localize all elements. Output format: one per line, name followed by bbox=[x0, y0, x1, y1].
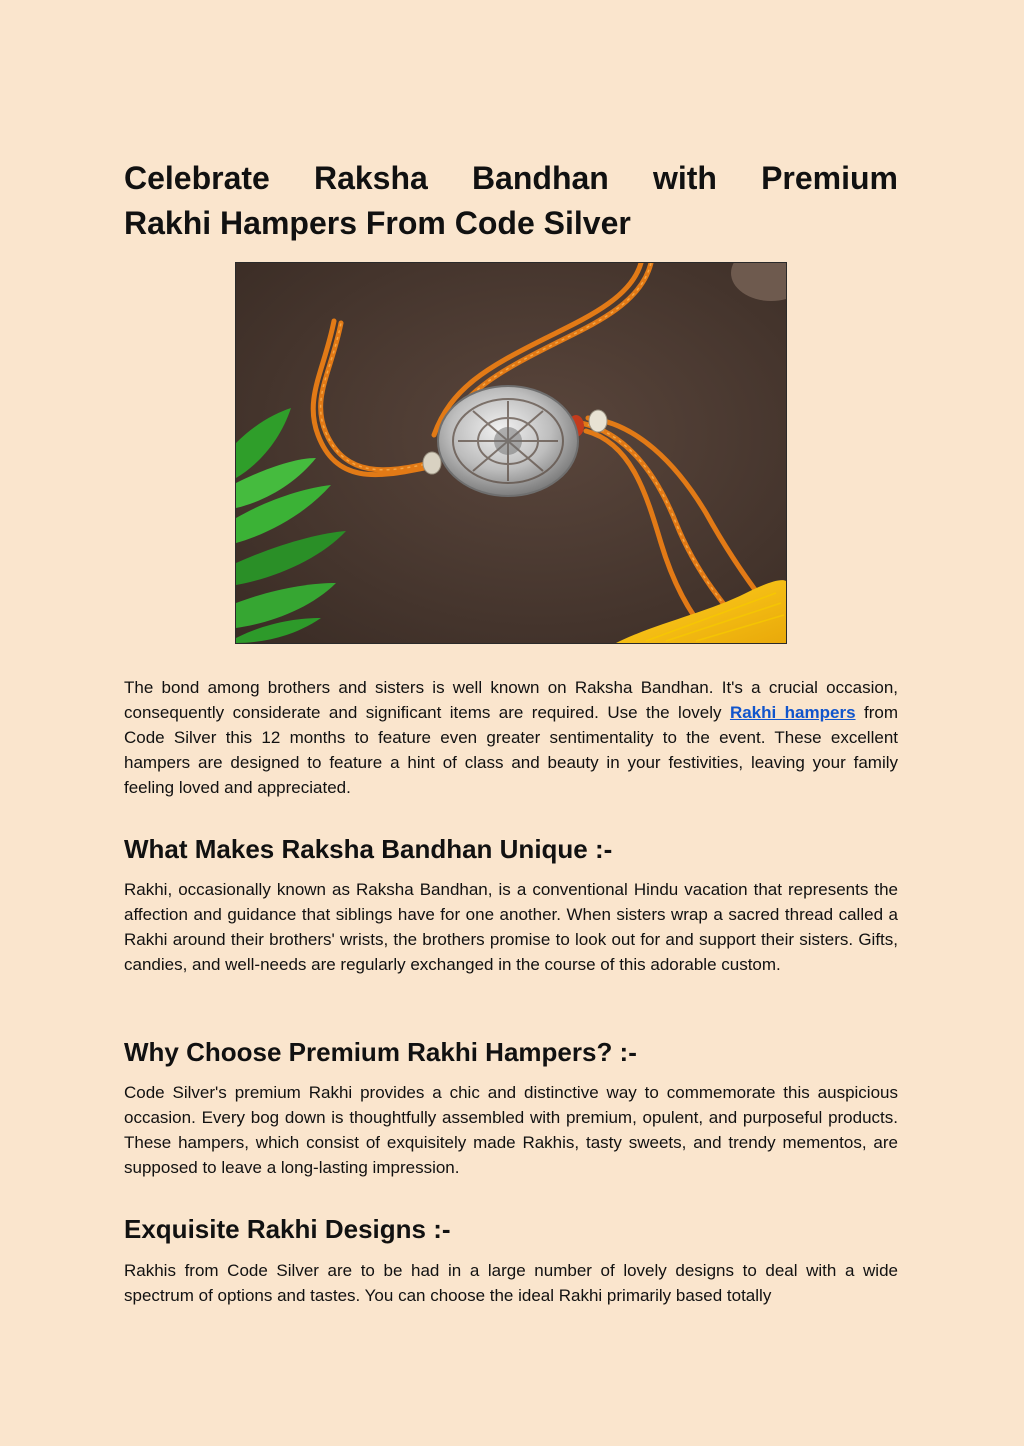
rakhi-photo bbox=[235, 262, 787, 644]
page-title-line-1: Celebrate Raksha Bandhan with Premium bbox=[124, 160, 898, 196]
page-title-line-2: Rakhi Hampers From Code Silver bbox=[124, 205, 631, 241]
intro-text-end: from Code Silver this 12 months to feature even greater sentimentality to the event. These excellent hampers are designed to feature a hint of class and beauty in your festivities, leaving your family feeling loved and appreciated. bbox=[124, 703, 898, 797]
section-heading-why-choose: Why Choose Premium Rakhi Hampers? :- bbox=[124, 1037, 637, 1067]
section-heading-designs: Exquisite Rakhi Designs :- bbox=[124, 1214, 451, 1244]
section-body-unique: Rakhi, occasionally known as Raksha Bandhan, is a conventional Hindu vacation that represents the affection and guidance that siblings have for one another. When sisters wrap a sacred thread called a Rakhi around their brothers' wrists, the brothers promise to look out for and support their sisters. Gifts, candies, and well-needs are regularly exchanged in the course of this adorable custom. bbox=[124, 880, 898, 974]
rakhi-hampers-link[interactable]: Rakhi hampers bbox=[729, 703, 856, 722]
section-heading-unique: What Makes Raksha Bandhan Unique :- bbox=[124, 834, 613, 864]
intro-paragraph bbox=[124, 675, 898, 800]
intro-text-start: The bond among brothers and sisters is well known on Raksha Bandhan. It's a crucial occasion, consequently considerate and significant items are required. Use the lovely bbox=[124, 678, 898, 722]
page-title bbox=[124, 156, 898, 246]
section-body-designs: Rakhis from Code Silver are to be had in a large number of lovely designs to deal with a wide spectrum of options and tastes. You can choose the ideal Rakhi primarily based totally bbox=[124, 1261, 898, 1305]
rakhi-photo-icon bbox=[236, 263, 786, 643]
section-body-why-choose: Code Silver's premium Rakhi provides a chic and distinctive way to commemorate this auspicious occasion. Every bog down is thoughtfully assembled with premium, opulent, and purposeful products. These hampers, which consist of exquisitely made Rakhis, tasty sweets, and trendy mementos, are supposed to leave a long-lasting impression. bbox=[124, 1083, 898, 1177]
